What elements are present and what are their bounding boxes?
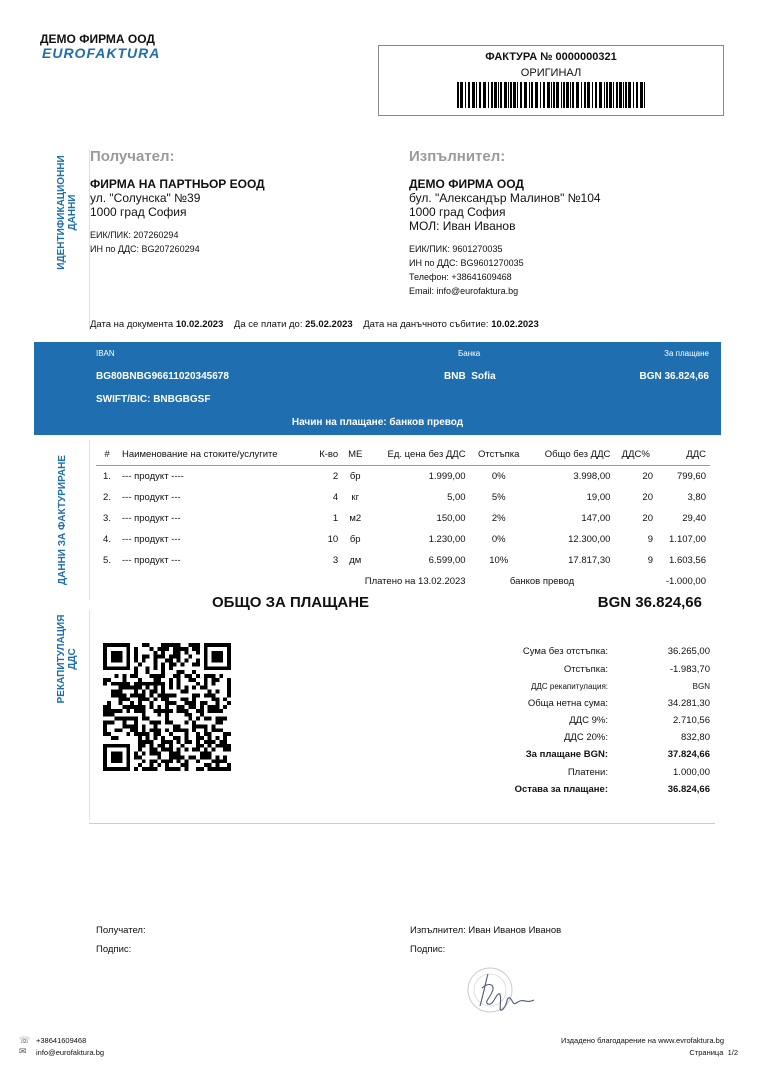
- table-row: [96, 529, 710, 550]
- recipient-eik: ЕИК/ПИК: 207260294: [90, 230, 179, 240]
- original-label: ОРИГИНАЛ: [520, 67, 582, 79]
- summary-key: ДДС 20%:: [563, 732, 608, 743]
- row-unit: бр: [349, 534, 361, 545]
- col-discount: Отстъпка: [470, 444, 528, 466]
- supplier-signature: Подпис:: [410, 944, 446, 955]
- row-num: 5.: [103, 555, 111, 566]
- amount-label: За плащане: [664, 349, 709, 358]
- footer-email[interactable]: info@eurofaktura.bg: [36, 1048, 105, 1057]
- total-value: BGN 36.824,66: [597, 594, 702, 611]
- section-divider: [89, 610, 90, 820]
- row-vat-rate: 9: [647, 534, 653, 545]
- row-vat: 799,60: [676, 471, 706, 482]
- invoice-number: ФАКТУРА № 0000000321: [485, 51, 617, 63]
- row-unit-price: 6.599,00: [428, 555, 466, 566]
- row-net: 147,00: [581, 513, 611, 524]
- summary-key: За плащане BGN:: [525, 749, 608, 760]
- bank-value: BNB Sofia: [444, 371, 496, 382]
- summary-row: [440, 695, 710, 713]
- tax-date-label: Дата на данъчното събитие:: [363, 319, 489, 330]
- supplier-street: бул. "Александър Малинов" №104: [409, 191, 601, 205]
- divider: [89, 823, 715, 824]
- summary-value: -1.983,70: [669, 664, 710, 675]
- recipient-city: 1000 град София: [90, 205, 187, 219]
- row-qty: 2: [332, 471, 339, 482]
- summary-value: BGN: [692, 682, 710, 691]
- summary-key: Остава за плащане:: [514, 784, 608, 795]
- summary-key: Обща нетна сума:: [527, 698, 608, 709]
- row-vat-rate: 20: [642, 513, 653, 524]
- row-unit-price: 150,00: [436, 513, 466, 524]
- row-name: --- продукт ---: [122, 513, 181, 524]
- doc-date-label: Дата на документа: [90, 319, 174, 330]
- supplier-mol: МОЛ: Иван Иванов: [409, 219, 516, 233]
- paid-row: [96, 571, 710, 592]
- items-table: [96, 444, 710, 592]
- qr-code: [103, 643, 231, 771]
- col-num: #: [96, 444, 118, 466]
- table-row: [96, 466, 710, 488]
- paid-amount: -1.000,00: [665, 576, 706, 587]
- supplier-name: ДЕМО ФИРМА ООД: [409, 177, 524, 191]
- summary-key: ДДС рекапитулация:: [531, 682, 608, 691]
- row-qty: 10: [327, 534, 339, 545]
- row-num: 4.: [103, 534, 111, 545]
- recipient-heading: Получател:: [90, 148, 175, 165]
- summary-value: 2.710,56: [673, 715, 710, 726]
- row-qty: 1: [332, 513, 339, 524]
- table-row: [96, 508, 710, 529]
- invoicing-label: ДАННИ ЗА ФАКТУРИРАНЕ: [57, 455, 68, 585]
- row-vat: 3,80: [687, 492, 706, 503]
- row-unit-price: 1.999,00: [428, 471, 466, 482]
- row-name: --- продукт ---: [122, 555, 181, 566]
- mail-icon: ✉: [19, 1046, 27, 1056]
- row-name: --- продукт ---: [122, 492, 181, 503]
- supplier-vat: ИН по ДДС: BG9601270035: [409, 258, 524, 268]
- row-vat-rate: 9: [647, 555, 653, 566]
- summary-key: Отстъпка:: [563, 664, 608, 675]
- due-date-label: Да се плати до:: [233, 319, 303, 330]
- signature-stamp: [462, 962, 552, 1022]
- footer-phone: +38641609468: [36, 1036, 87, 1045]
- summary-row: [440, 712, 710, 730]
- summary-row: [440, 781, 710, 799]
- eurofaktura-logo: EUROFAKTURA: [42, 45, 161, 61]
- section-divider: [89, 440, 90, 600]
- summary-key: ДДС 9%:: [569, 715, 608, 726]
- bank-label: Банка: [458, 349, 481, 358]
- summary-row: [440, 678, 710, 696]
- row-qty: 4: [332, 492, 339, 503]
- col-qty: К-во: [310, 444, 342, 466]
- row-vat-rate: 20: [642, 492, 653, 503]
- invoice-number-box: [378, 45, 724, 116]
- row-num: 3.: [103, 513, 111, 524]
- col-unit-price: Ед. цена без ДДС: [368, 444, 469, 466]
- vat-summary-label: РЕКАПИТУЛАЦИЯ ДДС: [56, 614, 78, 704]
- row-qty: 3: [332, 555, 339, 566]
- summary-row: [440, 764, 710, 782]
- row-unit-price: 1.230,00: [428, 534, 466, 545]
- col-unit: МЕ: [342, 444, 368, 466]
- row-name: --- продукт ----: [122, 471, 184, 482]
- iban-label: IBAN: [96, 349, 115, 358]
- row-discount: 2%: [491, 513, 506, 524]
- row-num: 1.: [103, 471, 111, 482]
- row-net: 19,00: [586, 492, 611, 503]
- row-unit: кг: [351, 492, 360, 503]
- row-vat: 1.603,56: [669, 555, 706, 566]
- summary-value: 37.824,66: [667, 749, 710, 760]
- row-discount: 0%: [491, 471, 506, 482]
- col-vat: ДДС: [657, 444, 710, 466]
- recipient-signature: Подпис:: [96, 944, 132, 955]
- row-discount: 0%: [491, 534, 506, 545]
- company-name: ДЕМО ФИРМА ООД: [40, 32, 155, 46]
- swift-value: SWIFT/BIC: BNBGBGSF: [96, 394, 211, 405]
- phone-icon: ☏: [19, 1035, 31, 1045]
- tax-date-value: 10.02.2023: [491, 319, 539, 330]
- row-discount: 5%: [491, 492, 506, 503]
- summary-row: [440, 729, 710, 747]
- row-net: 17.817,30: [568, 555, 611, 566]
- summary-value: 34.281,30: [667, 698, 710, 709]
- row-vat: 1.107,00: [669, 534, 706, 545]
- table-row: [96, 487, 710, 508]
- barcode: [457, 82, 647, 108]
- col-name: Наименование на стоките/услугите: [118, 444, 310, 466]
- row-unit-price: 5,00: [447, 492, 466, 503]
- row-discount: 10%: [489, 555, 509, 566]
- supplier-city: 1000 град София: [409, 205, 506, 219]
- summary-key: Сума без отстъпка:: [522, 646, 608, 657]
- supplier-email[interactable]: Email: info@eurofaktura.bg: [409, 286, 519, 296]
- recipient-name: ФИРМА НА ПАРТНЬОР ЕООД: [90, 177, 265, 191]
- table-header-row: [96, 444, 710, 466]
- col-vat-rate: ДДС%: [614, 444, 657, 466]
- summary-value: 1.000,00: [673, 767, 710, 778]
- row-unit: м2: [349, 513, 362, 524]
- row-unit: бр: [349, 471, 361, 482]
- summary-value: 36.265,00: [667, 646, 710, 657]
- summary-row: [440, 643, 710, 661]
- payment-method: Начин на плащане: банков превод: [291, 417, 464, 428]
- summary-row: [440, 661, 710, 679]
- recipient-signature-label: Получател:: [96, 925, 146, 936]
- summary-row: [440, 746, 710, 764]
- row-vat: 29,40: [682, 513, 706, 524]
- summary-key: Платени:: [567, 767, 608, 778]
- col-net: Общо без ДДС: [528, 444, 615, 466]
- footer-issued: Издадено благодарение на www.evrofaktura.bg: [561, 1036, 724, 1045]
- dates-row: [90, 319, 539, 330]
- due-date-value: 25.02.2023: [305, 319, 353, 330]
- amount-value: BGN 36.824,66: [639, 371, 709, 382]
- footer-page: Страница 1/2: [689, 1048, 738, 1057]
- row-name: --- продукт ---: [122, 534, 181, 545]
- supplier-block: [409, 148, 601, 298]
- supplier-heading: Изпълнител:: [409, 148, 506, 165]
- supplier-signature-label: Изпълнител: Иван Иванов Иванов: [410, 925, 562, 936]
- doc-date-value: 10.02.2023: [175, 319, 224, 330]
- supplier-eik: ЕИК/ПИК: 9601270035: [409, 244, 503, 254]
- row-net: 12.300,00: [568, 534, 611, 545]
- identification-label: ИДЕНТИФИКАЦИОННИ ДАННИ: [56, 155, 78, 270]
- row-unit: дм: [349, 555, 362, 566]
- supplier-phone: Телефон: +38641609468: [409, 272, 512, 282]
- summary-value: 832,80: [680, 732, 710, 743]
- recipient-block: [90, 148, 265, 256]
- recipient-vat: ИН по ДДС: BG207260294: [90, 244, 200, 254]
- row-vat-rate: 20: [642, 471, 653, 482]
- row-num: 2.: [103, 492, 111, 503]
- iban-value: BG80BNBG96611020345678: [96, 371, 229, 382]
- row-net: 3.998,00: [573, 471, 611, 482]
- table-row: [96, 550, 710, 571]
- summary-value: 36.824,66: [667, 784, 710, 795]
- total-label: ОБЩО ЗА ПЛАЩАНЕ: [212, 594, 370, 611]
- paid-method: банков превод: [509, 576, 575, 587]
- paid-label: Платено на 13.02.2023: [364, 576, 466, 587]
- payment-box: [34, 342, 721, 435]
- recipient-street: ул. "Солунска" №39: [90, 191, 201, 205]
